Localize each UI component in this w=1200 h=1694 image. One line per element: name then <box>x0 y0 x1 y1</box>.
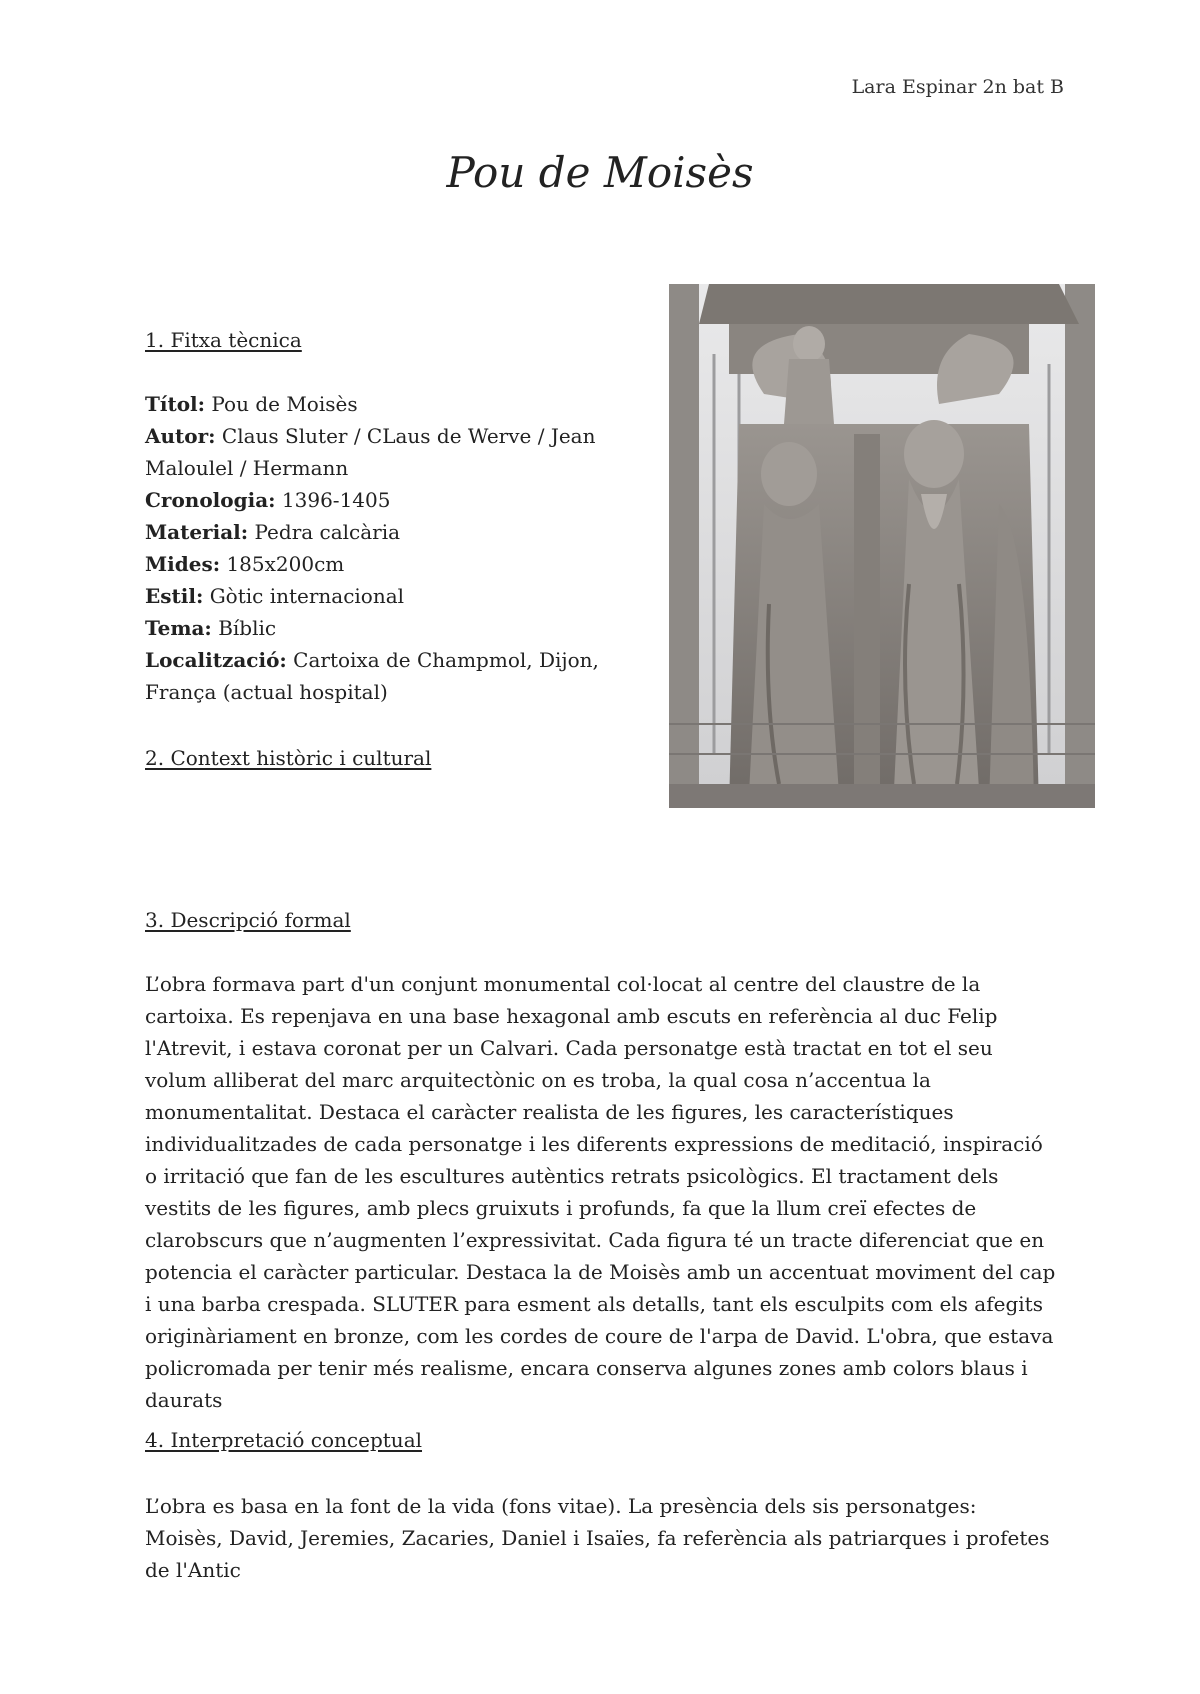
fitxa-row-estil <box>145 580 615 612</box>
paragraph-descripcio-formal: L’obra formava part d'un conjunt monumental col·locat al centre del claustre de la cartoixa. Es repenjava en una base hexagonal amb escuts en referència al duc Felip l'Atrevit, i estava coronat per un Calvari. Cada personatge està tractat en tot el seu volum alliberat del marc arquitectònic on es troba, la qual cosa n’accentua la monumentalitat. Destaca el caràcter realista de les figures, les característiques individualitzades de cada personatge i les diferents expressions de meditació, inspiració o irritació que fan de les escultures autèntics retrats psicològics. El tractament dels vestits de les figures, amb plecs gruixuts i profunds, fa que la llum creï efectes de clarobscurs que n’augmenten l’expressivitat. Cada figura té un tracte diferenciat que en potencia el caràcter particular. Destaca la de Moisès amb un accentuat moviment del cap i una barba crespada. SLUTER para esment als detalls, tant els esculpits com els afegits originàriament en bronze, com les cordes de coure de l'arpa de David. L'obra, que estava policromada per tenir més realisme, encara conserva algunes zones amb colors blaus i daurats <box>145 972 1056 1412</box>
fitxa-value: Gòtic internacional <box>209 584 405 608</box>
document-author: Lara Espinar 2n bat B <box>851 76 1064 98</box>
fitxa-value: Claus Sluter / CLaus de Werve / Jean Maloulel / Hermann <box>145 424 596 480</box>
fitxa-label: Cronologia: <box>145 488 276 512</box>
paragraph-interpretacio-conceptual: L’obra es basa en la font de la vida (fons vitae). La presència dels sis personatges: Moisès, David, Jeremies, Zacaries, Daniel i Isaïes, fa referència als patriarques i profetes de l'Antic <box>145 1494 1050 1582</box>
fitxa-row-material <box>145 516 615 548</box>
fitxa-value: 185x200cm <box>226 552 345 576</box>
fitxa-row-mides <box>145 548 615 580</box>
fitxa-row-autor <box>145 420 615 484</box>
fitxa-label: Estil: <box>145 584 204 608</box>
fitxa-value: 1396-1405 <box>281 488 391 512</box>
technical-sheet <box>145 388 615 708</box>
fitxa-row-titol <box>145 388 615 420</box>
fitxa-value: Bíblic <box>218 616 277 640</box>
fitxa-label: Tema: <box>145 616 212 640</box>
fitxa-label: Material: <box>145 520 249 544</box>
fitxa-label: Localització: <box>145 648 287 672</box>
fitxa-value: Cartoixa de Champmol, Dijon, França (actual hospital) <box>145 648 599 704</box>
section-heading-fitxa: 1. Fitxa tècnica <box>145 328 302 352</box>
section-heading-interpretacio: 4. Interpretació conceptual <box>145 1428 423 1452</box>
fitxa-row-tema <box>145 612 615 644</box>
document-title: Pou de Moisès <box>446 148 754 197</box>
fitxa-label: Mides: <box>145 552 221 576</box>
fitxa-row-cronologia <box>145 484 615 516</box>
fitxa-value: Pou de Moisès <box>211 392 358 416</box>
sculpture-photo <box>669 284 1095 808</box>
section-heading-context: 2. Context històric i cultural <box>145 746 432 770</box>
fitxa-row-localitzacio <box>145 644 615 708</box>
section-heading-descripcio: 3. Descripció formal <box>145 908 351 932</box>
fitxa-value: Pedra calcària <box>254 520 401 544</box>
fitxa-label: Títol: <box>145 392 206 416</box>
fitxa-label: Autor: <box>145 424 216 448</box>
